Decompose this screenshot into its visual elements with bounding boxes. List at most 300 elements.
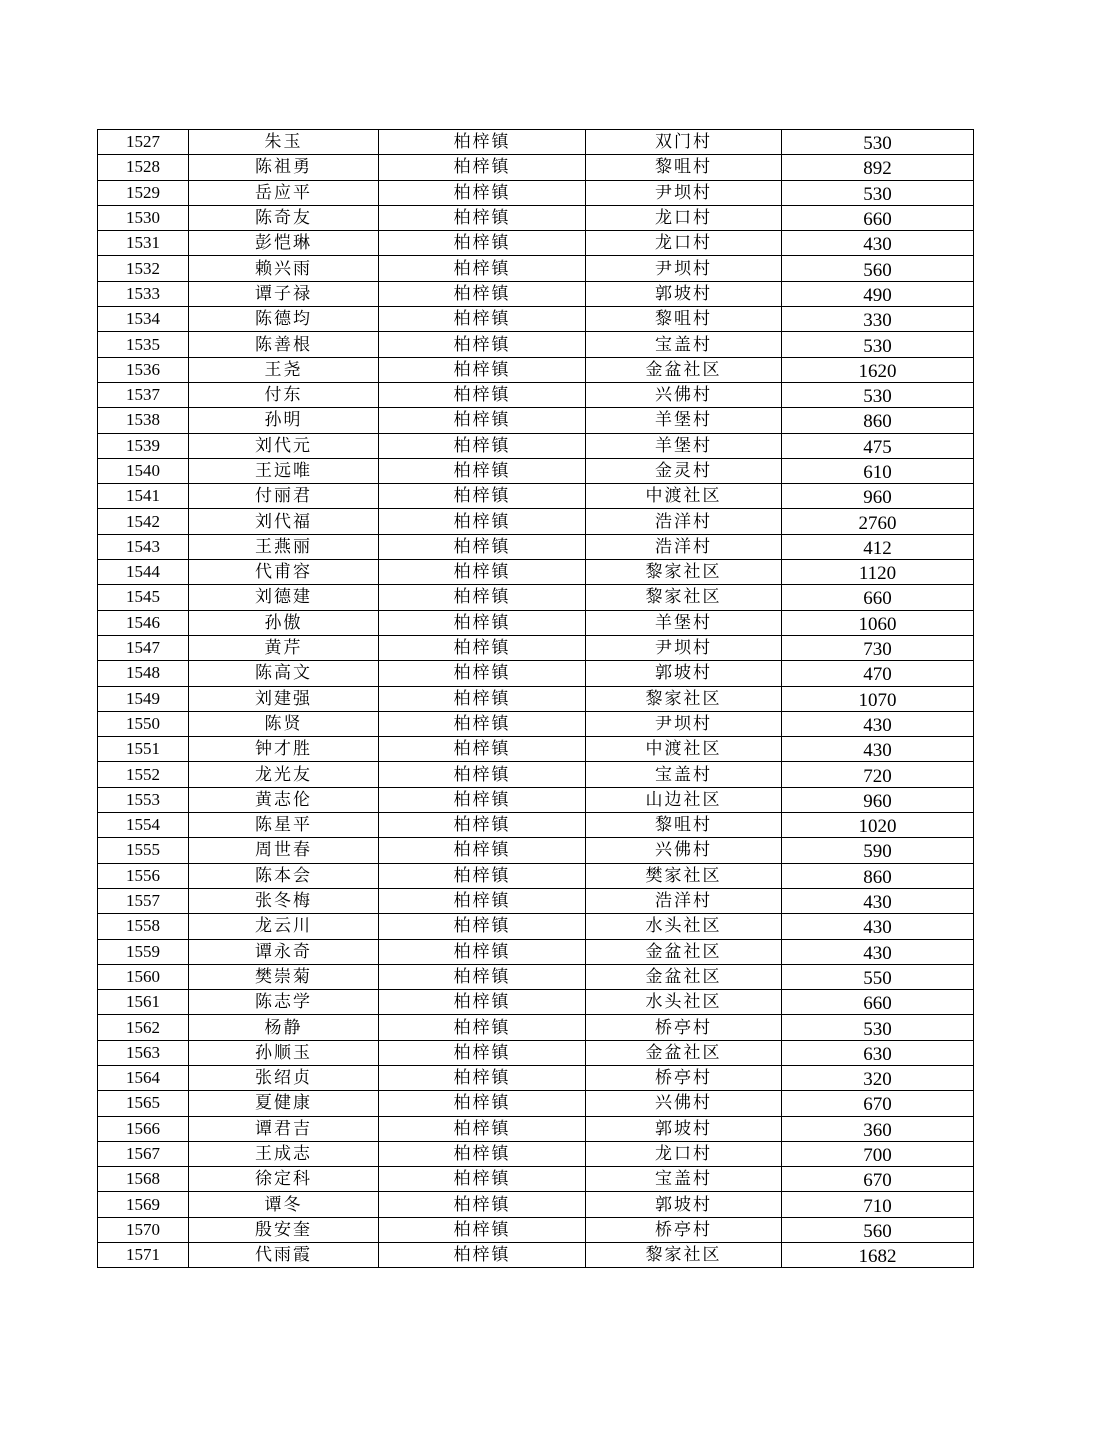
table-row: [98, 130, 974, 155]
town-cell: 柏梓镇: [379, 484, 586, 509]
amount-cell: [782, 509, 974, 534]
village-cell: 郭坡村: [586, 281, 782, 306]
name-cell: 彭恺琳: [189, 231, 379, 256]
town-cell: 柏梓镇: [379, 1040, 586, 1065]
name-cell: 陈奇友: [189, 205, 379, 230]
serial-number-cell: 1528: [98, 155, 189, 180]
amount-value: 730: [863, 639, 892, 661]
name-cell: 陈祖勇: [189, 155, 379, 180]
amount-cell: [782, 863, 974, 888]
table-row: [98, 610, 974, 635]
serial-number-cell: 1547: [98, 635, 189, 660]
village-cell: 浩洋村: [586, 888, 782, 913]
amount-cell: [782, 155, 974, 180]
name-cell: 张绍贞: [189, 1065, 379, 1090]
town-cell: 柏梓镇: [379, 787, 586, 812]
amount-cell: [782, 307, 974, 332]
serial-number-cell: 1557: [98, 888, 189, 913]
amount-value: 1060: [858, 613, 897, 635]
village-cell: 龙口村: [586, 231, 782, 256]
serial-number-cell: 1549: [98, 686, 189, 711]
name-cell: 杨静: [189, 1015, 379, 1040]
village-cell: 黎家社区: [586, 585, 782, 610]
name-cell: 付丽君: [189, 484, 379, 509]
serial-number-cell: 1563: [98, 1040, 189, 1065]
town-cell: 柏梓镇: [379, 610, 586, 635]
village-cell: 龙口村: [586, 205, 782, 230]
name-cell: 陈星平: [189, 813, 379, 838]
amount-cell: [782, 585, 974, 610]
village-cell: 桥亭村: [586, 1065, 782, 1090]
village-cell: 郭坡村: [586, 1116, 782, 1141]
table-row: [98, 1065, 974, 1090]
serial-number-cell: 1535: [98, 332, 189, 357]
town-cell: 柏梓镇: [379, 332, 586, 357]
village-cell: 金盆社区: [586, 357, 782, 382]
amount-value: 430: [863, 892, 892, 914]
name-cell: 朱玉: [189, 130, 379, 155]
table-row: [98, 458, 974, 483]
village-cell: 水头社区: [586, 914, 782, 939]
name-cell: 王尧: [189, 357, 379, 382]
table-row: [98, 560, 974, 585]
table-row: [98, 711, 974, 736]
serial-number-cell: 1532: [98, 256, 189, 281]
table-row: [98, 382, 974, 407]
amount-cell: [782, 787, 974, 812]
table-row: [98, 686, 974, 711]
serial-number-cell: 1541: [98, 484, 189, 509]
table-row: [98, 585, 974, 610]
serial-number-cell: 1569: [98, 1192, 189, 1217]
name-cell: 刘德建: [189, 585, 379, 610]
amount-value: 670: [863, 1170, 892, 1192]
serial-number-cell: 1558: [98, 914, 189, 939]
serial-number-cell: 1539: [98, 433, 189, 458]
amount-cell: [782, 281, 974, 306]
serial-number-cell: 1560: [98, 964, 189, 989]
amount-cell: [782, 1015, 974, 1040]
name-cell: 陈善根: [189, 332, 379, 357]
serial-number-cell: 1542: [98, 509, 189, 534]
town-cell: 柏梓镇: [379, 357, 586, 382]
amount-value: 430: [863, 917, 892, 939]
amount-cell: [782, 458, 974, 483]
village-cell: 黎咀村: [586, 307, 782, 332]
amount-value: 320: [863, 1069, 892, 1091]
name-cell: 王远唯: [189, 458, 379, 483]
town-cell: 柏梓镇: [379, 180, 586, 205]
table-row: [98, 307, 974, 332]
table-row: [98, 661, 974, 686]
table-row: [98, 1116, 974, 1141]
amount-value: 430: [863, 234, 892, 256]
amount-cell: [782, 231, 974, 256]
village-cell: 羊堡村: [586, 610, 782, 635]
amount-cell: [782, 990, 974, 1015]
name-cell: 谭永奇: [189, 939, 379, 964]
table-row: [98, 332, 974, 357]
serial-number-cell: 1566: [98, 1116, 189, 1141]
town-cell: 柏梓镇: [379, 155, 586, 180]
village-cell: 羊堡村: [586, 433, 782, 458]
town-cell: 柏梓镇: [379, 1116, 586, 1141]
amount-value: 590: [863, 841, 892, 863]
name-cell: 刘建强: [189, 686, 379, 711]
amount-value: 670: [863, 1094, 892, 1116]
village-cell: 金灵村: [586, 458, 782, 483]
amount-value: 2760: [858, 512, 897, 534]
village-cell: 龙口村: [586, 1141, 782, 1166]
amount-cell: [782, 686, 974, 711]
town-cell: 柏梓镇: [379, 281, 586, 306]
table-row: [98, 1167, 974, 1192]
village-cell: 尹坝村: [586, 180, 782, 205]
amount-value: 360: [863, 1119, 892, 1141]
table-row: [98, 509, 974, 534]
town-cell: 柏梓镇: [379, 1192, 586, 1217]
village-cell: 水头社区: [586, 990, 782, 1015]
village-cell: 樊家社区: [586, 863, 782, 888]
table-row: [98, 939, 974, 964]
amount-value: 1682: [858, 1246, 897, 1268]
amount-value: 412: [863, 537, 892, 559]
town-cell: 柏梓镇: [379, 256, 586, 281]
amount-value: 1020: [858, 816, 897, 838]
village-cell: 宝盖村: [586, 332, 782, 357]
amount-cell: [782, 256, 974, 281]
amount-cell: [782, 888, 974, 913]
town-cell: 柏梓镇: [379, 534, 586, 559]
name-cell: 陈德均: [189, 307, 379, 332]
town-cell: 柏梓镇: [379, 382, 586, 407]
table-row: [98, 205, 974, 230]
amount-cell: [782, 205, 974, 230]
town-cell: 柏梓镇: [379, 990, 586, 1015]
amount-cell: [782, 1065, 974, 1090]
amount-cell: [782, 737, 974, 762]
village-cell: 兴佛村: [586, 838, 782, 863]
serial-number-cell: 1550: [98, 711, 189, 736]
amount-cell: [782, 914, 974, 939]
amount-cell: [782, 1091, 974, 1116]
serial-number-cell: 1536: [98, 357, 189, 382]
amount-value: 660: [863, 993, 892, 1015]
name-cell: 王成志: [189, 1141, 379, 1166]
village-cell: 黎家社区: [586, 686, 782, 711]
name-cell: 陈本会: [189, 863, 379, 888]
village-cell: 郭坡村: [586, 1192, 782, 1217]
table-row: [98, 1192, 974, 1217]
table-row: [98, 635, 974, 660]
town-cell: 柏梓镇: [379, 863, 586, 888]
village-cell: 浩洋村: [586, 509, 782, 534]
name-cell: 付东: [189, 382, 379, 407]
table-row: [98, 180, 974, 205]
village-cell: 桥亭村: [586, 1015, 782, 1040]
serial-number-cell: 1538: [98, 408, 189, 433]
serial-number-cell: 1554: [98, 813, 189, 838]
name-cell: 赖兴雨: [189, 256, 379, 281]
serial-number-cell: 1534: [98, 307, 189, 332]
name-cell: 周世春: [189, 838, 379, 863]
amount-cell: [782, 1167, 974, 1192]
serial-number-cell: 1567: [98, 1141, 189, 1166]
amount-cell: [782, 939, 974, 964]
table-body: [98, 130, 974, 1268]
name-cell: 樊崇菊: [189, 964, 379, 989]
town-cell: 柏梓镇: [379, 585, 586, 610]
amount-cell: [782, 1192, 974, 1217]
table-row: [98, 408, 974, 433]
town-cell: 柏梓镇: [379, 433, 586, 458]
town-cell: 柏梓镇: [379, 509, 586, 534]
name-cell: 钟才胜: [189, 737, 379, 762]
table-row: [98, 990, 974, 1015]
amount-value: 530: [863, 1018, 892, 1040]
serial-number-cell: 1537: [98, 382, 189, 407]
serial-number-cell: 1533: [98, 281, 189, 306]
amount-value: 550: [863, 967, 892, 989]
amount-value: 475: [863, 436, 892, 458]
amount-value: 630: [863, 1043, 892, 1065]
name-cell: 刘代元: [189, 433, 379, 458]
village-cell: 黎家社区: [586, 560, 782, 585]
serial-number-cell: 1571: [98, 1243, 189, 1268]
village-cell: 桥亭村: [586, 1217, 782, 1242]
town-cell: 柏梓镇: [379, 408, 586, 433]
town-cell: 柏梓镇: [379, 737, 586, 762]
amount-value: 710: [863, 1195, 892, 1217]
serial-number-cell: 1546: [98, 610, 189, 635]
village-cell: 浩洋村: [586, 534, 782, 559]
amount-cell: [782, 1217, 974, 1242]
amount-value: 430: [863, 714, 892, 736]
town-cell: 柏梓镇: [379, 711, 586, 736]
town-cell: 柏梓镇: [379, 813, 586, 838]
name-cell: 黄芹: [189, 635, 379, 660]
table-row: [98, 357, 974, 382]
town-cell: 柏梓镇: [379, 635, 586, 660]
town-cell: 柏梓镇: [379, 661, 586, 686]
town-cell: 柏梓镇: [379, 1167, 586, 1192]
serial-number-cell: 1529: [98, 180, 189, 205]
village-cell: 金盆社区: [586, 964, 782, 989]
serial-number-cell: 1565: [98, 1091, 189, 1116]
village-cell: 兴佛村: [586, 382, 782, 407]
amount-cell: [782, 1141, 974, 1166]
village-cell: 羊堡村: [586, 408, 782, 433]
serial-number-cell: 1527: [98, 130, 189, 155]
town-cell: 柏梓镇: [379, 838, 586, 863]
amount-value: 490: [863, 284, 892, 306]
town-cell: 柏梓镇: [379, 762, 586, 787]
amount-value: 1620: [858, 360, 897, 382]
town-cell: 柏梓镇: [379, 686, 586, 711]
name-cell: 龙云川: [189, 914, 379, 939]
town-cell: 柏梓镇: [379, 1243, 586, 1268]
amount-cell: [782, 408, 974, 433]
amount-value: 892: [863, 158, 892, 180]
amount-value: 960: [863, 790, 892, 812]
amount-cell: [782, 1243, 974, 1268]
amount-value: 430: [863, 740, 892, 762]
amount-value: 700: [863, 1145, 892, 1167]
amount-value: 960: [863, 487, 892, 509]
amount-value: 560: [863, 1220, 892, 1242]
name-cell: 陈志学: [189, 990, 379, 1015]
town-cell: 柏梓镇: [379, 1091, 586, 1116]
serial-number-cell: 1530: [98, 205, 189, 230]
name-cell: 张冬梅: [189, 888, 379, 913]
name-cell: 徐定科: [189, 1167, 379, 1192]
beneficiary-table: [97, 129, 974, 1268]
amount-cell: [782, 813, 974, 838]
amount-cell: [782, 610, 974, 635]
village-cell: 黎咀村: [586, 155, 782, 180]
village-cell: 中渡社区: [586, 484, 782, 509]
amount-cell: [782, 382, 974, 407]
amount-cell: [782, 964, 974, 989]
town-cell: 柏梓镇: [379, 205, 586, 230]
village-cell: 黎家社区: [586, 1243, 782, 1268]
amount-cell: [782, 357, 974, 382]
table-row: [98, 1015, 974, 1040]
town-cell: 柏梓镇: [379, 458, 586, 483]
table-row: [98, 863, 974, 888]
town-cell: 柏梓镇: [379, 1141, 586, 1166]
name-cell: 黄志伦: [189, 787, 379, 812]
village-cell: 尹坝村: [586, 256, 782, 281]
name-cell: 孙明: [189, 408, 379, 433]
serial-number-cell: 1551: [98, 737, 189, 762]
table-row: [98, 1040, 974, 1065]
amount-value: 660: [863, 588, 892, 610]
name-cell: 龙光友: [189, 762, 379, 787]
table-row: [98, 1217, 974, 1242]
name-cell: 孙顺玉: [189, 1040, 379, 1065]
serial-number-cell: 1553: [98, 787, 189, 812]
name-cell: 刘代福: [189, 509, 379, 534]
table-row: [98, 281, 974, 306]
village-cell: 宝盖村: [586, 1167, 782, 1192]
amount-cell: [782, 130, 974, 155]
table-row: [98, 737, 974, 762]
town-cell: 柏梓镇: [379, 1065, 586, 1090]
village-cell: 金盆社区: [586, 1040, 782, 1065]
town-cell: 柏梓镇: [379, 1015, 586, 1040]
name-cell: 岳应平: [189, 180, 379, 205]
serial-number-cell: 1543: [98, 534, 189, 559]
village-cell: 兴佛村: [586, 1091, 782, 1116]
table-row: [98, 838, 974, 863]
town-cell: 柏梓镇: [379, 964, 586, 989]
town-cell: 柏梓镇: [379, 888, 586, 913]
amount-value: 660: [863, 209, 892, 231]
amount-cell: [782, 332, 974, 357]
table-row: [98, 1141, 974, 1166]
serial-number-cell: 1545: [98, 585, 189, 610]
table-row: [98, 534, 974, 559]
village-cell: 金盆社区: [586, 939, 782, 964]
serial-number-cell: 1568: [98, 1167, 189, 1192]
serial-number-cell: 1548: [98, 661, 189, 686]
village-cell: 尹坝村: [586, 711, 782, 736]
amount-cell: [782, 180, 974, 205]
amount-value: 330: [863, 310, 892, 332]
amount-cell: [782, 1116, 974, 1141]
serial-number-cell: 1531: [98, 231, 189, 256]
amount-cell: [782, 1040, 974, 1065]
town-cell: 柏梓镇: [379, 130, 586, 155]
name-cell: 夏健康: [189, 1091, 379, 1116]
amount-cell: [782, 635, 974, 660]
amount-value: 860: [863, 411, 892, 433]
table-row: [98, 1091, 974, 1116]
town-cell: 柏梓镇: [379, 939, 586, 964]
amount-cell: [782, 560, 974, 585]
name-cell: 陈高文: [189, 661, 379, 686]
name-cell: 谭冬: [189, 1192, 379, 1217]
amount-cell: [782, 711, 974, 736]
town-cell: 柏梓镇: [379, 914, 586, 939]
amount-value: 1070: [858, 689, 897, 711]
name-cell: 殷安奎: [189, 1217, 379, 1242]
village-cell: 宝盖村: [586, 762, 782, 787]
amount-value: 530: [863, 386, 892, 408]
town-cell: 柏梓镇: [379, 231, 586, 256]
amount-cell: [782, 762, 974, 787]
amount-value: 560: [863, 259, 892, 281]
table-row: [98, 964, 974, 989]
serial-number-cell: 1544: [98, 560, 189, 585]
village-cell: 山边社区: [586, 787, 782, 812]
table-row: [98, 256, 974, 281]
table-row: [98, 231, 974, 256]
table-row: [98, 813, 974, 838]
table-row: [98, 787, 974, 812]
serial-number-cell: 1559: [98, 939, 189, 964]
name-cell: 谭子禄: [189, 281, 379, 306]
amount-value: 860: [863, 866, 892, 888]
serial-number-cell: 1556: [98, 863, 189, 888]
serial-number-cell: 1540: [98, 458, 189, 483]
town-cell: 柏梓镇: [379, 1217, 586, 1242]
name-cell: 代雨霞: [189, 1243, 379, 1268]
name-cell: 孙傲: [189, 610, 379, 635]
village-cell: 中渡社区: [586, 737, 782, 762]
amount-cell: [782, 661, 974, 686]
table-row: [98, 762, 974, 787]
amount-cell: [782, 484, 974, 509]
village-cell: 尹坝村: [586, 635, 782, 660]
amount-value: 530: [863, 133, 892, 155]
town-cell: 柏梓镇: [379, 560, 586, 585]
serial-number-cell: 1555: [98, 838, 189, 863]
amount-value: 530: [863, 183, 892, 205]
village-cell: 郭坡村: [586, 661, 782, 686]
table-row: [98, 1243, 974, 1268]
name-cell: 王燕丽: [189, 534, 379, 559]
amount-value: 1120: [858, 563, 897, 585]
town-cell: 柏梓镇: [379, 307, 586, 332]
village-cell: 双门村: [586, 130, 782, 155]
name-cell: 陈贤: [189, 711, 379, 736]
village-cell: 黎咀村: [586, 813, 782, 838]
amount-cell: [782, 433, 974, 458]
amount-value: 610: [863, 462, 892, 483]
amount-cell: [782, 838, 974, 863]
